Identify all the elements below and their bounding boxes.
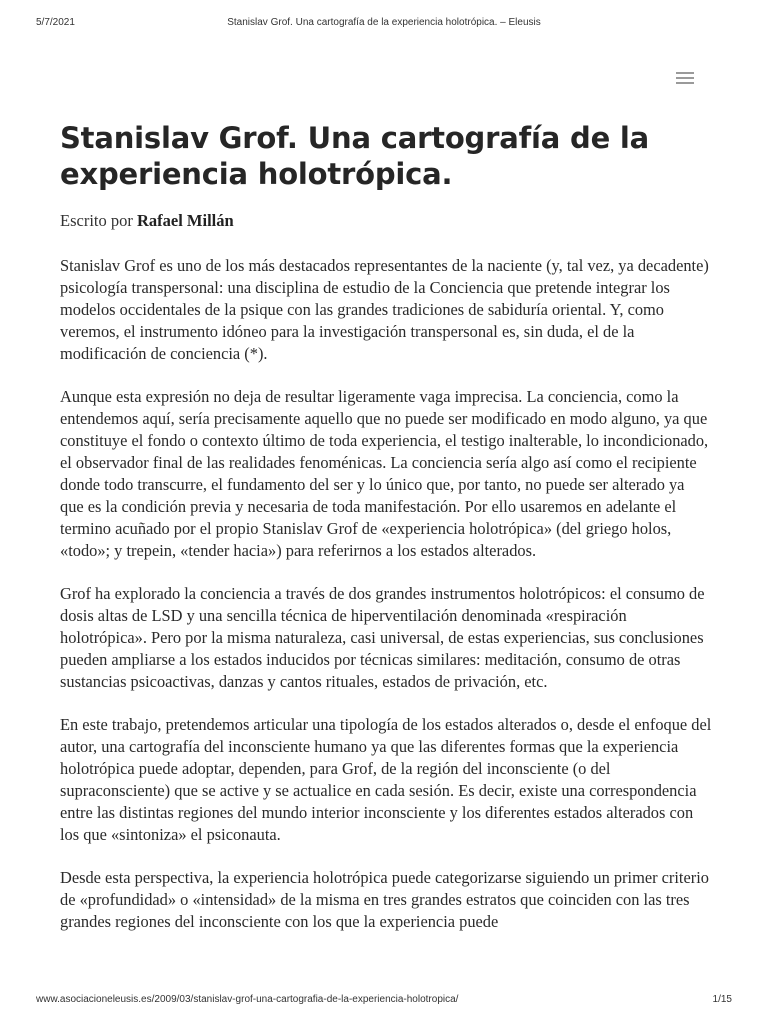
print-date: 5/7/2021: [36, 17, 75, 28]
page-number: 1/15: [712, 994, 732, 1005]
article-paragraph: En este trabajo, pretendemos articular una tipología de los estados alterados o, desde el enfoque del autor, una cartografía del inconsciente humano ya que las diferentes formas que la experiencia holotrópica puede adoptar, dependen, para Grof, de la región del inconsciente (o del supraconsciente) que se active y se actualice en cada sesión. Es decir, existe una correspondencia entre las distintas regiones del mundo interior inconsciente y los diferentes estados alterados con los que «sintoniza» el psiconauta.: [60, 715, 712, 844]
print-document-title: Stanislav Grof. Una cartografía de la experiencia holotrópica. – Eleusis: [227, 17, 541, 28]
article-paragraph: Grof ha explorado la conciencia a través de dos grandes instrumentos holotrópicos: el consumo de dosis altas de LSD y una sencilla técnica de hiperventilación denominada «respiración holotrópica». Pero por la misma naturaleza, casi universal, de estas experiencias, sus conclusiones pueden ampliarse a los estados inducidos por técnicas similares: meditación, consumo de otras sustancias psicoactivas, danzas y cantos rituales, estados de privación, etc.: [60, 584, 705, 691]
author-name: Rafael Millán: [136, 211, 234, 230]
print-footer: [36, 994, 732, 1008]
hamburger-menu-icon[interactable]: [676, 72, 694, 86]
article-paragraph: Desde esta perspectiva, la experiencia holotrópica puede categorizarse siguiendo un primer criterio de «profundidad» o «intensidad» de la misma en tres grandes estratos que coinciden con las tres grandes regiones del inconsciente con los que la experiencia puede: [60, 868, 709, 931]
article-paragraph: Stanislav Grof es uno de los más destacados representantes de la naciente (y, tal vez, ya decadente) psicología transpersonal: una disciplina de estudio de la Conciencia que pretende integrar los modelos occidentales de la psique con las grandes tradiciones de sabiduría oriental. Y, como veremos, el instrumento idóneo para la investigación transpersonal es, sin duda, el de la modificación de conciencia (*).: [60, 256, 709, 363]
byline-prefix: Escrito por: [60, 211, 133, 230]
print-header: [36, 17, 732, 31]
print-url: www.asociacioneleusis.es/2009/03/stanislav-grof-una-cartografia-de-la-experiencia-holotropica/: [36, 994, 459, 1005]
byline: [60, 211, 234, 231]
article-title: Stanislav Grof. Una cartografía de la experiencia holotrópica.: [60, 121, 650, 191]
article-paragraph: Aunque esta expresión no deja de resultar ligeramente vaga imprecisa. La conciencia, como la entendemos aquí, sería precisamente aquello que no puede ser modificado en modo alguno, ya que constituye el fondo o contexto último de toda experiencia, el testigo inalterable, lo incondicionado, el observador final de las realidades fenoménicas. La conciencia sería algo así como el recipiente donde todo transcurre, el fundamento del ser y lo único que, por tanto, no puede ser alterado ya que es la condición previa y necesaria de toda manifestación. Por ello usaremos en adelante el termino acuñado por el propio Stanislav Grof de «experiencia holotrópica» (del griego holos, «todo»; y trepein, «tender hacia») para referirnos a los estados alterados.: [60, 387, 709, 560]
article-body: [60, 255, 712, 954]
